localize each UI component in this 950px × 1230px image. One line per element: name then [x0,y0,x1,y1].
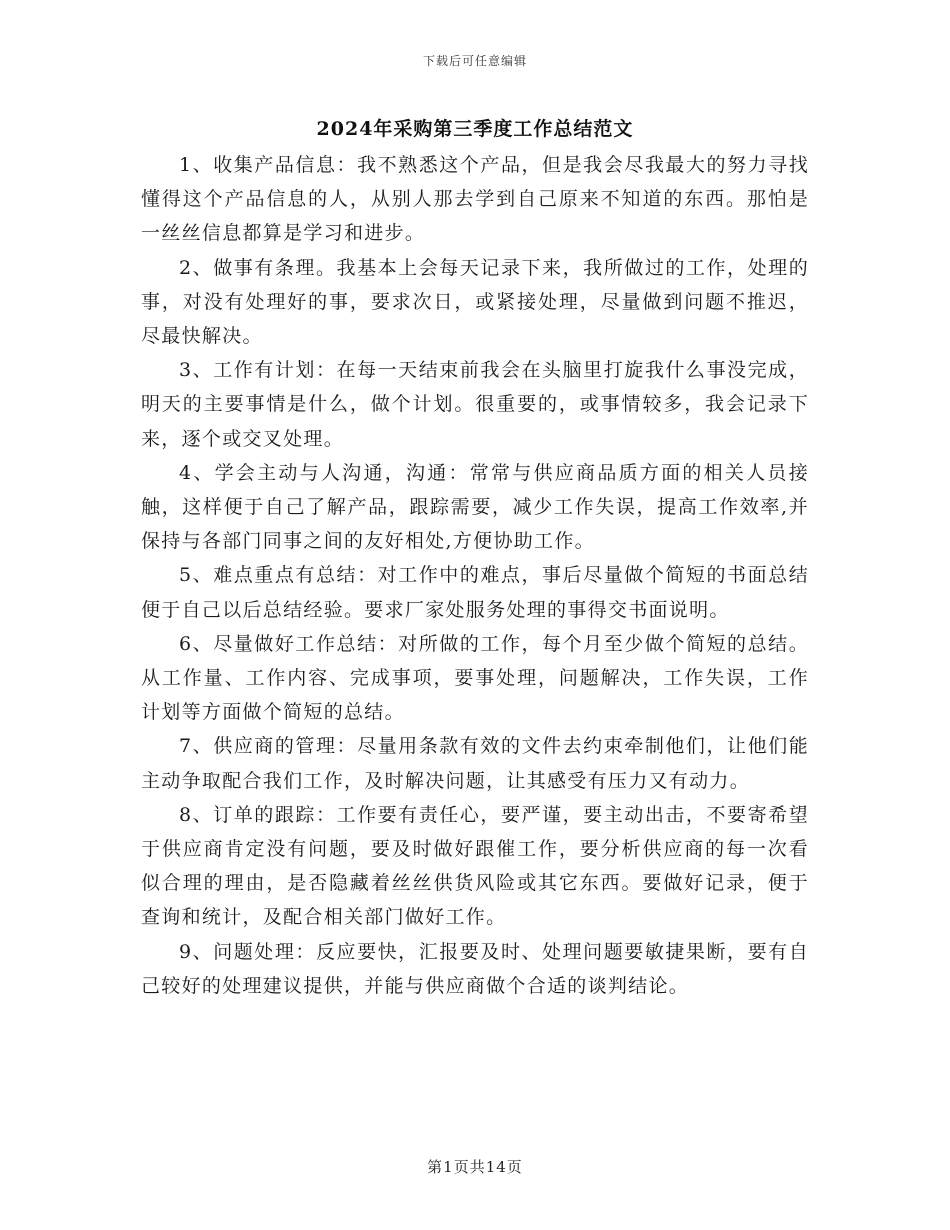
paragraph-9: 9、问题处理：反应要快，汇报要及时、处理问题要敏捷果断，要有自己较好的处理建议提供，并能与供应商做个合适的谈判结论。 [141,940,809,997]
page-footer-number: 第1页共14页 [427,1158,523,1176]
document-title: 2024年采购第三季度工作总结范文 [316,118,634,140]
paragraph-4: 4、学会主动与人沟通，沟通：常常与供应商品质方面的相关人员接触，这样便于自己了解产品，跟踪需要，减少工作失误，提高工作效率,并保持与各部门同事之间的友好相处,方便协助工作。 [141,461,809,553]
paragraph-6: 6、尽量做好工作总结：对所做的工作，每个月至少做个简短的总结。从工作量、工作内容、完成事项，要事处理，问题解决，工作失误，工作计划等方面做个简短的总结。 [141,632,809,724]
paragraph-3: 3、工作有计划：在每一天结束前我会在头脑里打旋我什么事没完成，明天的主要事情是什么，做个计划。很重要的，或事情较多，我会记录下来，逐个或交叉处理。 [141,359,809,450]
paragraph-8: 8、订单的跟踪：工作要有责任心，要严谨，要主动出击，不要寄希望于供应商肯定没有问题，要及时做好跟催工作，要分析供应商的每一次看似合理的理由，是否隐藏着丝丝供货风险或其它东西。要做好记录，便于查询和统计，及配合相关部门做好工作。 [141,803,809,929]
paragraph-5: 5、难点重点有总结：对工作中的难点，事后尽量做个简短的书面总结便于自己以后总结经验。要求厂家处服务处理的事得交书面说明。 [141,564,809,621]
page-header-note: 下载后可任意编辑 [422,54,527,68]
paragraph-1: 1、收集产品信息：我不熟悉这个产品，但是我会尽我最大的努力寻找懂得这个产品信息的人，从别人那去学到自己原来不知道的东西。那怕是一丝丝信息都算是学习和进步。 [141,154,809,245]
paragraph-2: 2、做事有条理。我基本上会每天记录下来，我所做过的工作，处理的事，对没有处理好的事，要求次日，或紧接处理，尽量做到问题不推迟，尽最快解决。 [141,256,809,348]
paragraph-7: 7、供应商的管理：尽量用条款有效的文件去约束牵制他们，让他们能主动争取配合我们工作，及时解决问题，让其感受有压力又有动力。 [141,735,809,792]
document-body [141,148,809,1003]
